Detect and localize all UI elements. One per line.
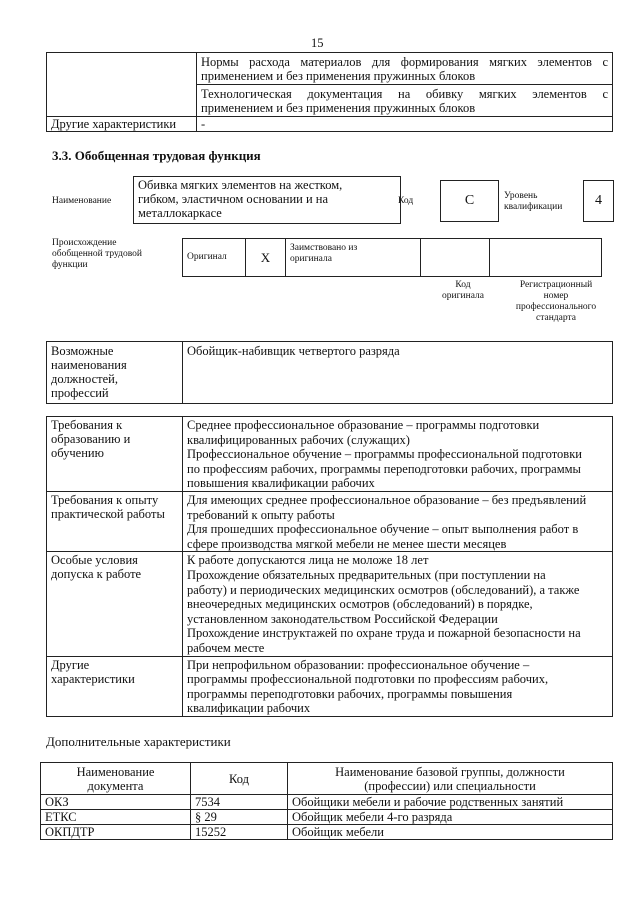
code-caption: Код оригинала bbox=[442, 280, 484, 301]
other-value: При непрофильном образовании: профессиональное обучение – программы профессиональной подготовки по профессиям рабочих, программы переподготовки рабочих, программы повышения квалификации рабочих bbox=[183, 656, 613, 716]
page-number: 15 bbox=[311, 36, 324, 50]
name-cell: Обойщики мебели и рабочие родственных занятий bbox=[288, 795, 613, 810]
positions-label: Возможные наименования должностей, профессий bbox=[47, 342, 183, 404]
code-value-box: C bbox=[440, 180, 499, 222]
header-document: Наименование документа bbox=[41, 763, 191, 795]
name-cell: Обойщик мебели 4-го разряда bbox=[288, 810, 613, 825]
registration-caption: Регистрационный номер профессионального стандарта bbox=[515, 280, 597, 323]
positions-value: Обойщик-набивщик четвертого разряда bbox=[183, 342, 613, 404]
section-heading: 3.3. Обобщенная трудовая функция bbox=[52, 148, 261, 163]
name-label: Наименование bbox=[52, 196, 112, 206]
positions-table bbox=[46, 341, 613, 404]
code-cell: § 29 bbox=[191, 810, 288, 825]
doc-cell: ОКЗ bbox=[41, 795, 191, 810]
additional-table bbox=[40, 762, 613, 840]
table-row bbox=[41, 825, 613, 840]
level-value-box: 4 bbox=[583, 180, 614, 222]
original-label: Оригинал bbox=[183, 239, 246, 277]
requirements-table bbox=[46, 416, 613, 717]
code-label: Код bbox=[398, 196, 414, 206]
table-row bbox=[41, 810, 613, 825]
special-conditions-label: Особые условия допуска к работе bbox=[47, 552, 183, 656]
other-label: Другие характеристики bbox=[47, 656, 183, 716]
code-cell: 15252 bbox=[191, 825, 288, 840]
doc-cell: ЕТКС bbox=[41, 810, 191, 825]
tech-doc-cell: Технологическая документация на обивку мягких элементов с применением и без применения пружинных блоков bbox=[197, 85, 613, 117]
borrowed-label: Заимствовано из оригинала bbox=[286, 239, 421, 277]
special-conditions-value: К работе допускаются лица не моложе 18 лет Прохождение обязательных предварительных (при поступлении на работу) и периодических медицинских осмотров (обследований), а также внеочередных медицинских осмотров (обследований) в порядке, установленном законодательством Российской Федерации Прохождение инструктажей по охране труда и пожарной безопасности на рабочем месте bbox=[183, 552, 613, 656]
level-label: Уровень квалификации bbox=[504, 191, 563, 212]
code-cell: 7534 bbox=[191, 795, 288, 810]
other-characteristics-label: Другие характеристики bbox=[47, 117, 197, 132]
registration-number-cell bbox=[490, 239, 602, 277]
origin-label: Происхождение обобщенной трудовой функции bbox=[52, 238, 142, 270]
doc-cell: ОКПДТР bbox=[41, 825, 191, 840]
additional-heading: Дополнительные характеристики bbox=[46, 734, 231, 749]
function-name-box: Обивка мягких элементов на жестком, гибком, эластичном основании и на металлокаркасе bbox=[133, 176, 401, 224]
experience-label: Требования к опыту практической работы bbox=[47, 491, 183, 551]
education-label: Требования к образованию и обучению bbox=[47, 417, 183, 492]
header-code: Код bbox=[191, 763, 288, 795]
table-row bbox=[41, 795, 613, 810]
original-code-cell bbox=[421, 239, 490, 277]
experience-value: Для имеющих среднее профессиональное образование – без предъявлений требований к опыту работы Для прошедших профессиональное обучение – опыт выполнения работ в сфере производства мягкой мебели не менее шести месяцев bbox=[183, 491, 613, 551]
top-characteristics-table bbox=[46, 52, 613, 132]
empty-cell bbox=[47, 53, 197, 117]
other-characteristics-value: - bbox=[197, 117, 613, 132]
name-cell: Обойщик мебели bbox=[288, 825, 613, 840]
origin-table bbox=[182, 238, 602, 277]
original-mark: X bbox=[246, 239, 286, 277]
header-group-name: Наименование базовой группы, должности (профессии) или специальности bbox=[288, 763, 613, 795]
norms-cell: Нормы расхода материалов для формирования мягких элементов с применением и без применения пружинных блоков bbox=[197, 53, 613, 85]
education-value: Среднее профессиональное образование – программы подготовки квалифицированных рабочих (служащих) Профессиональное обучение – программы профессиональной подготовки по профессиям рабочих, программы переподготовки рабочих, программы повышения квалификации рабочих bbox=[183, 417, 613, 492]
